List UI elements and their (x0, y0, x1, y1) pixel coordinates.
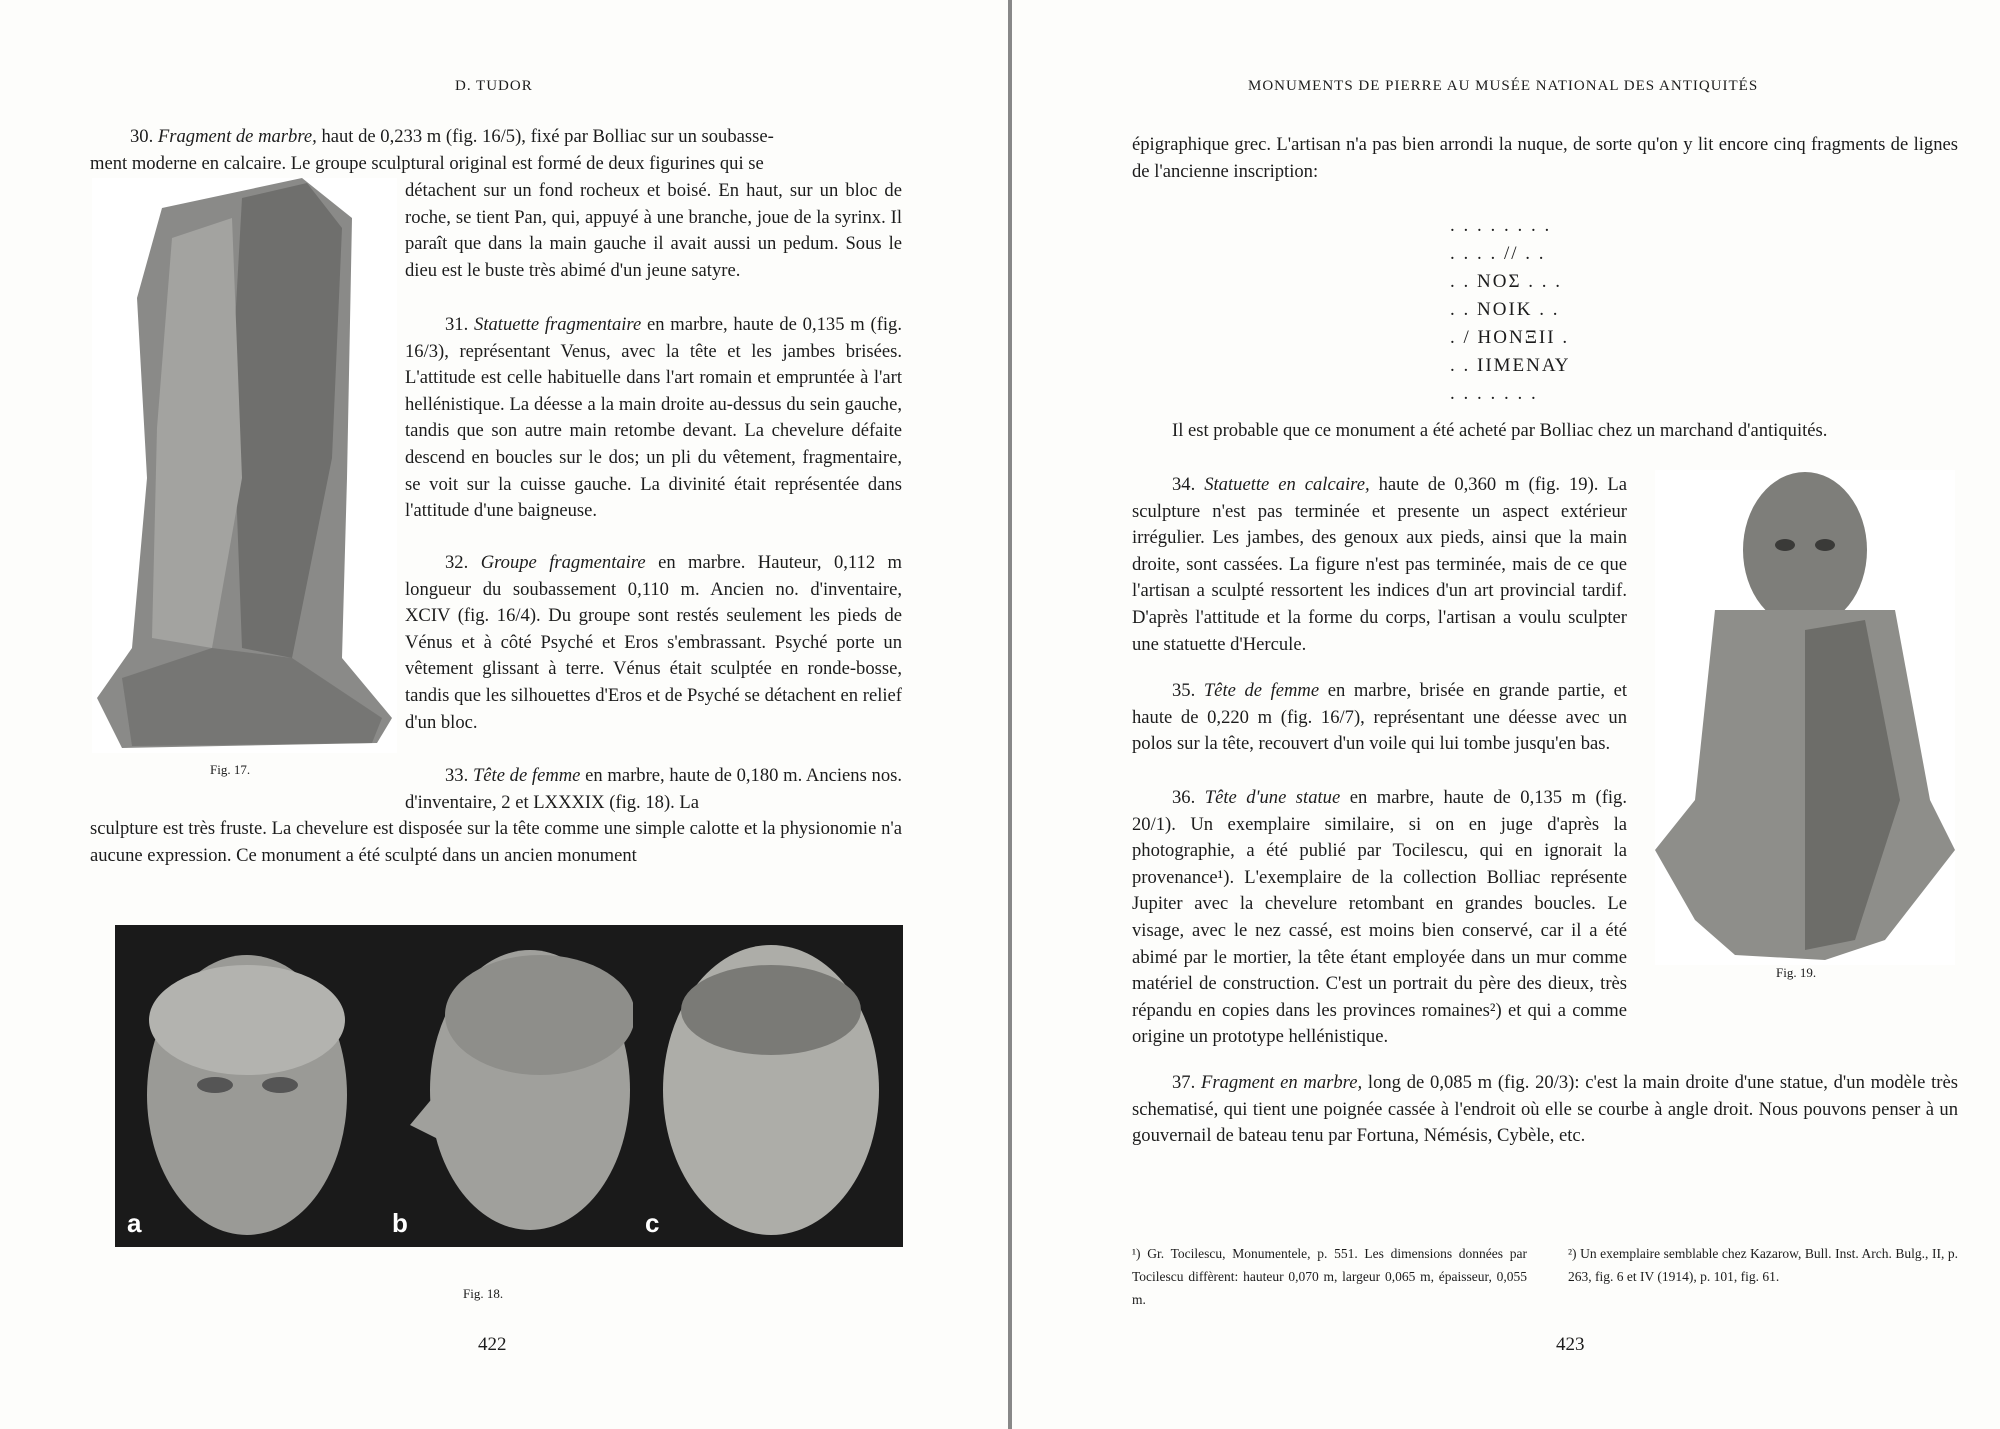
footnote-1: ¹) Gr. Tocilescu, Monumentele, p. 551. Les dimensions données par Tocilescu diffèrent: hauteur 0,070 m, largeur 0,065 m, épaisseur, 0,055 m. (1132, 1246, 1527, 1307)
entry-text: en marbre. Hauteur, 0,112 m longueur du soubassement 0,110 m. Ancien no. d'inventaire, XCIV (fig. 16/4). Du groupe sont restés seulement les pieds de Vénus et à côté Psyché et Eros s'embrassant. Psyché porte un vêtement glissant à terre. Vénus était sculptée en ronde-bosse, tandis que les silhouettes d'Eros et de Psyché se détachent en relief d'un bloc. (405, 552, 903, 733)
entry-title: Fragment en marbre, (1201, 1072, 1363, 1093)
page-number-left: 422 (478, 1334, 507, 1355)
entry-number: 30. (130, 126, 154, 147)
footnote-2: ²) Un exemplaire semblable chez Kazarow, Bull. Inst. Arch. Bulg., II, p. 263, fig. 6 et IV (1914), p. 101, fig. 61. (1568, 1246, 1958, 1284)
running-head-right: MONUMENTS DE PIERRE AU MUSÉE NATIONAL DES ANTIQUITÉS (1248, 78, 1759, 94)
inscription-line: . . ΝΟΣ . . . (1450, 271, 1563, 292)
greek-inscription (1450, 212, 1570, 408)
entry-30-intro (90, 124, 902, 177)
figure-18-caption: Fig. 18. (463, 1286, 504, 1301)
entry-text: ment moderne en calcaire. Le groupe sculptural original est formé de deux figurines qui se (90, 152, 764, 174)
entry-title: Fragment de marbre, (157, 126, 317, 147)
figure-18c-photo (633, 925, 903, 1247)
entry-31 (405, 312, 902, 525)
figure-18a-label: a (127, 1208, 142, 1238)
figure-19-statuette (1655, 470, 1955, 965)
figure-18b-label: b (392, 1208, 408, 1238)
entry-37 (1132, 1070, 1958, 1150)
inscription-line: . / ΗΟΝΞΙΙ . (1450, 327, 1570, 348)
running-head-left: D. TUDOR (455, 78, 533, 94)
figure-18a-photo (115, 925, 380, 1247)
entry-number: 34. (1172, 474, 1196, 495)
inscription-line: . . ΙΙΜΕΝΑΥ (1450, 355, 1571, 376)
entry-title: Statuette fragmentaire (474, 314, 642, 335)
entry-32 (405, 550, 902, 736)
entry-text: long de 0,085 m (fig. 20/3): c'est la main droite d'une statue, d'un modèle très schematisé, qui tient une poignée cassée à l'endroit où elle se courbe à angle droit. Nous pouvons penser à un gouvernail de bateau tenu par Fortuna, Némésis, Cybèle, etc. (1132, 1072, 1958, 1147)
figure-18b-photo (380, 925, 645, 1247)
entry-number: 32. (445, 552, 469, 573)
entry-number: 31. (445, 314, 469, 335)
entry-number: 37. (1172, 1072, 1196, 1093)
inscription-line: . . ΝΟΙΚ . . (1450, 299, 1560, 320)
entry-text: en marbre, haute de 0,180 m. Anciens nos. d'inventaire, 2 et LXXXIX (fig. 18). La (405, 765, 902, 813)
entry-35 (1132, 678, 1627, 758)
entry-number: 36. (1172, 787, 1196, 808)
entry-33 (405, 763, 902, 816)
entry-text: en marbre, haute de 0,135 m (fig. 16/3), représentant Venus, avec la tête et les jambes brisées. L'attitude est celle habituelle dans l'art romain et empruntée à l'art hellénistique. La déesse a la main droite au-dessus du sein gauche, tandis que son autre main retombe devant. La chevelure défaite descend en boucles sur le dos; un pli du vêtement, fragmentaire, se voit sur la cuisse gauche. La divinité était représentée dans l'attitude d'une baigneuse. (405, 314, 902, 522)
entry-text: haute de 0,360 m (fig. 19). La sculpture n'est pas terminée et presente un aspect extérieur irrégulier. Les jambes, des genoux aux pieds, ainsi que la main droite, sont cassées. La figure n'est pas terminée, mais de ce que l'artisan a sculpté ressortent les indices d'un art provincial tardif. D'après l'attitude et la forme du corps, l'artisan a voulu sculpter une statuette d'Hercule. (1132, 474, 1627, 655)
inscription-line: . . . . // . . (1450, 243, 1546, 264)
entry-text: en marbre, brisée en grande partie, et haute de 0,220 m (fig. 16/7), représentant une déesse avec un polos sur la tête, recouvert d'un voile qui lui tombe jusqu'en bas. (1132, 680, 1627, 755)
entry-title: Tête d'une statue (1204, 787, 1341, 808)
page-number-right: 423 (1556, 1334, 1585, 1355)
entry-title: Groupe fragmentaire (480, 552, 646, 573)
entry-30-continued: détachent sur un fond rocheux et boisé. En haut, sur un bloc de roche, se tient Pan, qui, appuyé à une branche, joue de la syrinx. Il paraît que dans la main gauche il avait aussi un pedum. Sous le dieu est le buste très abimé d'un jeune satyre. (405, 180, 902, 281)
entry-number: 33. (445, 765, 469, 786)
figure-19-caption: Fig. 19. (1776, 965, 1817, 980)
entry-title: Statuette en calcaire, (1204, 474, 1370, 495)
entry-33-continued: sculpture est très fruste. La chevelure est disposée sur la tête comme une simple calotte et la physionomie n'a aucune expression. Ce monument a été sculpté dans un ancien monument (90, 818, 902, 866)
figure-17-caption: Fig. 17. (210, 762, 251, 777)
entry-34 (1132, 472, 1627, 658)
inscription-intro: épigraphique grec. L'artisan n'a pas bien arrondi la nuque, de sorte qu'on y lit encore cinq fragments de lignes de l'ancienne inscription: (1132, 134, 1958, 182)
entry-title: Tête de femme (472, 765, 581, 786)
entry-36 (1132, 785, 1627, 1051)
entry-title: Tête de femme (1203, 680, 1320, 701)
inscription-line: . . . . . . . . (1450, 215, 1552, 236)
entry-number: 35. (1172, 680, 1196, 701)
entry-text: en marbre, haute de 0,135 m (fig. 20/1). Un exemplaire similaire, si on en juge d'après la photographie, a été publié par Tocilescu, qui en ignorait la provenance¹). L'exemplaire de la collection Bolliac représente Jupiter avec la chevelure retombant en grandes boucles. Le visage, avec le nez cassé, est moins bien conservé, car il a été abimé par le mortier, la tête étant employée dans un mur comme matériel de construction. C'est un portrait du père des dieux, très répandu en copies dans les provinces romaines²) et qui a comme origine un prototype hellénistique. (1132, 787, 1628, 1048)
inscription-line: . . . . . . . (1450, 383, 1538, 404)
entry-text: haut de 0,233 m (fig. 16/5), fixé par Bolliac sur un soubasse- (321, 126, 774, 147)
figure-18c-label: c (645, 1208, 660, 1238)
figure-17-statue (92, 178, 397, 753)
paragraph-bolliac: Il est probable que ce monument a été acheté par Bolliac chez un marchand d'antiquités. (1172, 420, 1828, 441)
